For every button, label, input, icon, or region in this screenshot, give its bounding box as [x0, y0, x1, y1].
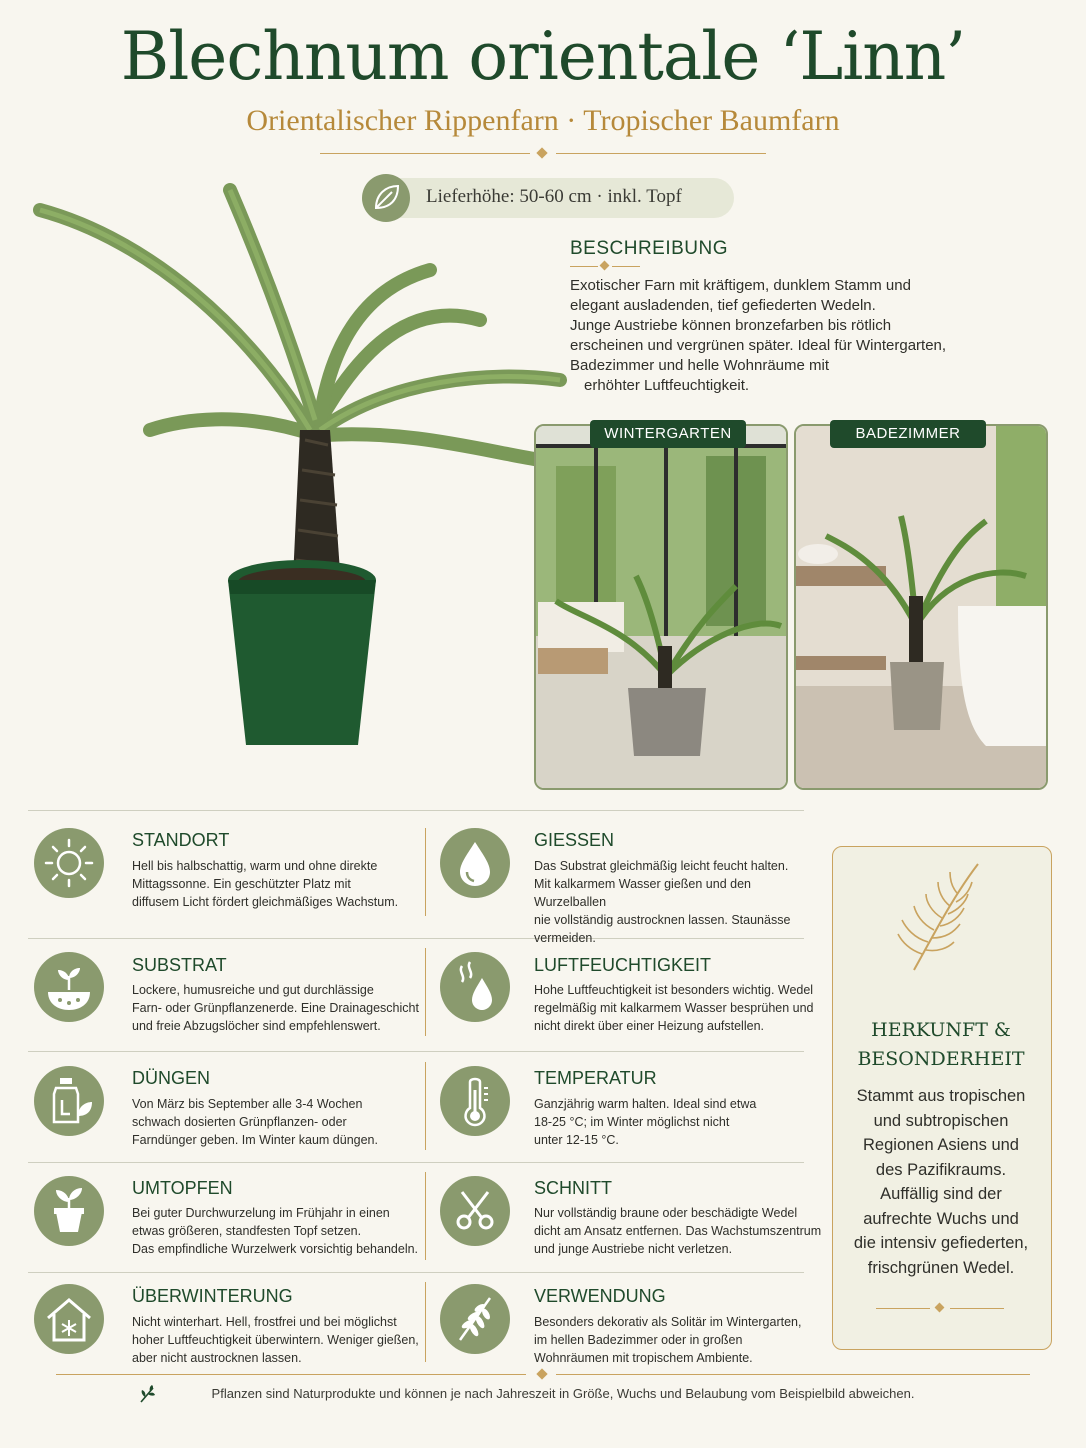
description-line: elegant ausladenden, tief gefiederten Wedeln.: [570, 297, 876, 314]
care-text-line: Hohe Luftfeuchtigkeit ist besonders wichtig. Wedel: [534, 983, 814, 997]
care-title-giessen: GIESSEN: [534, 830, 615, 850]
care-text-verwendung: [534, 1313, 824, 1367]
care-text-giessen: [534, 857, 824, 947]
care-text-line: vermeiden.: [534, 931, 596, 945]
photo-badezimmer: [794, 424, 1048, 790]
care-text-line: und freie Abzugslöcher sind empfehlenswert.: [132, 1019, 381, 1033]
care-text-line: Das Substrat gleichmäßig leicht feucht halten.: [534, 859, 789, 873]
care-text-line: Farn- oder Grünpflanzenerde. Eine Drainageschicht: [132, 1001, 419, 1015]
plant-illustration: [30, 180, 570, 760]
care-text-line: im hellen Badezimmer oder in großen: [534, 1333, 743, 1347]
care-top-divider: [28, 810, 804, 811]
care-text-line: regelmäßig mit kalkarmem Wasser besprühen und: [534, 1001, 814, 1015]
footer-disclaimer: Pflanzen sind Naturprodukte und können je nach Jahreszeit in Größe, Wuchs und Belaubung vom Beispielbild abweichen.: [211, 1386, 915, 1401]
origin-text-line: und subtropischen: [873, 1111, 1009, 1130]
origin-divider-right: [950, 1308, 1004, 1309]
care-text-duengen: [132, 1095, 422, 1149]
page-subtitle: Orientalischer Rippenfarn · Tropischer Baumfarn: [246, 104, 840, 137]
care-column-separator: [425, 828, 426, 916]
description-text: [570, 276, 980, 396]
fern-leaf-icon: [440, 1284, 510, 1354]
origin-text-line: frischgrünen Wedel.: [867, 1258, 1015, 1277]
house-snowflake-icon: [34, 1284, 104, 1354]
care-text-line: aber nicht austrocknen lassen.: [132, 1351, 302, 1365]
care-row-divider: [28, 1051, 804, 1052]
description-line: Junge Austriebe können bronzefarben bis rötlich: [570, 317, 892, 334]
care-column-separator: [425, 1282, 426, 1362]
description-divider-left: [570, 266, 598, 267]
care-column-separator: [425, 948, 426, 1036]
page-title: Blechnum orientale ‘Linn’: [120, 18, 966, 95]
fertilizer-bottle-icon: [34, 1066, 104, 1136]
thermometer-icon: [440, 1066, 510, 1136]
description-line: Exotischer Farn mit kräftigem, dunklem Stamm und: [570, 277, 911, 294]
care-text-line: unter 12-15 °C.: [534, 1133, 619, 1147]
care-text-line: Farndünger geben. Im Winter kaum düngen.: [132, 1133, 378, 1147]
care-title-schnitt: SCHNITT: [534, 1178, 612, 1198]
care-title-duengen: DÜNGEN: [132, 1068, 211, 1088]
origin-title-line: HERKUNFT &: [871, 1019, 1011, 1041]
care-title-luftfeuchtigkeit: LUFTFEUCHTIGKEIT: [534, 955, 712, 975]
care-text-line: Wohnräumen mit tropischem Ambiente.: [534, 1351, 753, 1365]
care-column-separator: [425, 1172, 426, 1260]
origin-text-line: aufrechte Wuchs und: [863, 1209, 1019, 1228]
care-text-luftfeuchtigkeit: [534, 981, 824, 1035]
care-title-substrat: SUBSTRAT: [132, 955, 227, 975]
header-divider-left: [320, 153, 530, 154]
care-text-line: Von März bis September alle 3-4 Wochen: [132, 1097, 363, 1111]
origin-text-line: Auffällig sind der: [880, 1185, 1002, 1203]
care-text-line: Nicht winterhart. Hell, frostfrei und bei möglichst: [132, 1315, 397, 1329]
origin-title-line: BESONDERHEIT: [857, 1048, 1025, 1070]
care-text-line: Das empfindliche Wurzelwerk vorsichtig behandeln.: [132, 1242, 419, 1256]
description-divider-ornament: [600, 261, 610, 271]
origin-text-line: Stammt aus tropischen: [856, 1087, 1026, 1105]
care-text-line: etwas größeren, standfesten Topf setzen.: [132, 1224, 362, 1238]
care-text-line: Hell bis halbschattig, warm und ohne direkte: [132, 859, 378, 873]
care-text-line: hoher Luftfeuchtigkeit überwintern. Weniger gießen,: [132, 1333, 419, 1347]
description-line: erscheinen und vergrünen später. Ideal für Wintergarten,: [570, 337, 947, 354]
care-text-line: nie vollständig austrocknen lassen. Staunässe: [534, 913, 791, 927]
care-column-separator: [425, 1062, 426, 1150]
origin-divider-left: [876, 1308, 930, 1309]
care-title-ueberwinterung: ÜBERWINTERUNG: [132, 1286, 293, 1306]
care-text-line: Bei guter Durchwurzelung im Frühjahr in einen: [132, 1206, 390, 1220]
care-text-line: und junge Austriebe nicht verletzen.: [534, 1242, 733, 1256]
origin-text-line: die intensiv gefiederten,: [853, 1234, 1029, 1252]
water-drop-icon: [440, 828, 510, 898]
humidity-icon: [440, 952, 510, 1022]
description-divider-right: [612, 266, 640, 267]
soil-sprout-icon: [34, 952, 104, 1022]
care-text-schnitt: [534, 1204, 824, 1258]
header-divider-ornament: [536, 147, 547, 158]
potted-plant-icon: [34, 1176, 104, 1246]
care-text-line: Besonders dekorativ als Solitär im Wintergarten,: [534, 1315, 802, 1329]
footer-divider-left: [56, 1374, 526, 1375]
care-text-ueberwinterung: [132, 1313, 422, 1367]
care-text-line: Mittagssonne. Ein geschützter Platz mit: [132, 877, 351, 891]
description-line: erhöhter Luftfeuchtigkeit.: [584, 377, 750, 394]
care-text-substrat: [132, 981, 422, 1035]
care-row-divider: [28, 1272, 804, 1273]
origin-text: [846, 1084, 1036, 1280]
sun-icon: [34, 828, 104, 898]
care-text-line: 18-25 °C; im Winter möglichst nicht: [534, 1115, 730, 1129]
care-text-line: Ganzjährig warm halten. Ideal sind etwa: [534, 1097, 757, 1111]
scissors-icon: [440, 1176, 510, 1246]
footer-divider-ornament: [536, 1368, 547, 1379]
delivery-height-text: Lieferhöhe: 50-60 cm · inkl. Topf: [426, 186, 682, 207]
care-text-standort: [132, 857, 422, 911]
description-line: Badezimmer und helle Wohnräume mit: [570, 357, 830, 374]
care-text-line: dicht am Ansatz entfernen. Das Wachstumszentrum: [534, 1224, 822, 1238]
fern-frond-ornament-icon: [892, 858, 988, 974]
care-title-umtopfen: UMTOPFEN: [132, 1178, 233, 1198]
care-text-line: Nur vollständig braune oder beschädigte Wedel: [534, 1206, 798, 1220]
care-text-line: Lockere, humusreiche und gut durchlässige: [132, 983, 374, 997]
origin-text-line: Regionen Asiens und: [863, 1136, 1019, 1154]
footer-divider-right: [556, 1374, 1030, 1375]
photo-wintergarten: [534, 424, 788, 790]
description-heading: BESCHREIBUNG: [570, 238, 729, 259]
care-title-temperatur: TEMPERATUR: [534, 1068, 657, 1088]
care-text-line: nicht direkt über einer Heizung aufstellen.: [534, 1019, 764, 1033]
origin-text-line: des Pazifikraums.: [875, 1160, 1007, 1179]
care-row-divider: [28, 1162, 804, 1163]
care-title-standort: STANDORT: [132, 830, 230, 850]
care-text-line: Mit kalkarmem Wasser gießen und den Wurzelballen: [534, 877, 751, 909]
care-title-verwendung: VERWENDUNG: [534, 1286, 666, 1306]
care-text-line: schwach dosierten Grünpflanzen- oder: [132, 1115, 347, 1129]
header-divider-right: [556, 153, 766, 154]
origin-title: [832, 1016, 1050, 1074]
care-text-temperatur: [534, 1095, 824, 1149]
care-text-umtopfen: [132, 1204, 422, 1258]
care-text-line: diffusem Licht fördert gleichmäßiges Wachstum.: [132, 895, 399, 909]
photo-tag-badezimmer: BADEZIMMER: [830, 420, 986, 448]
photo-tag-wintergarten: WINTERGARTEN: [590, 420, 746, 448]
